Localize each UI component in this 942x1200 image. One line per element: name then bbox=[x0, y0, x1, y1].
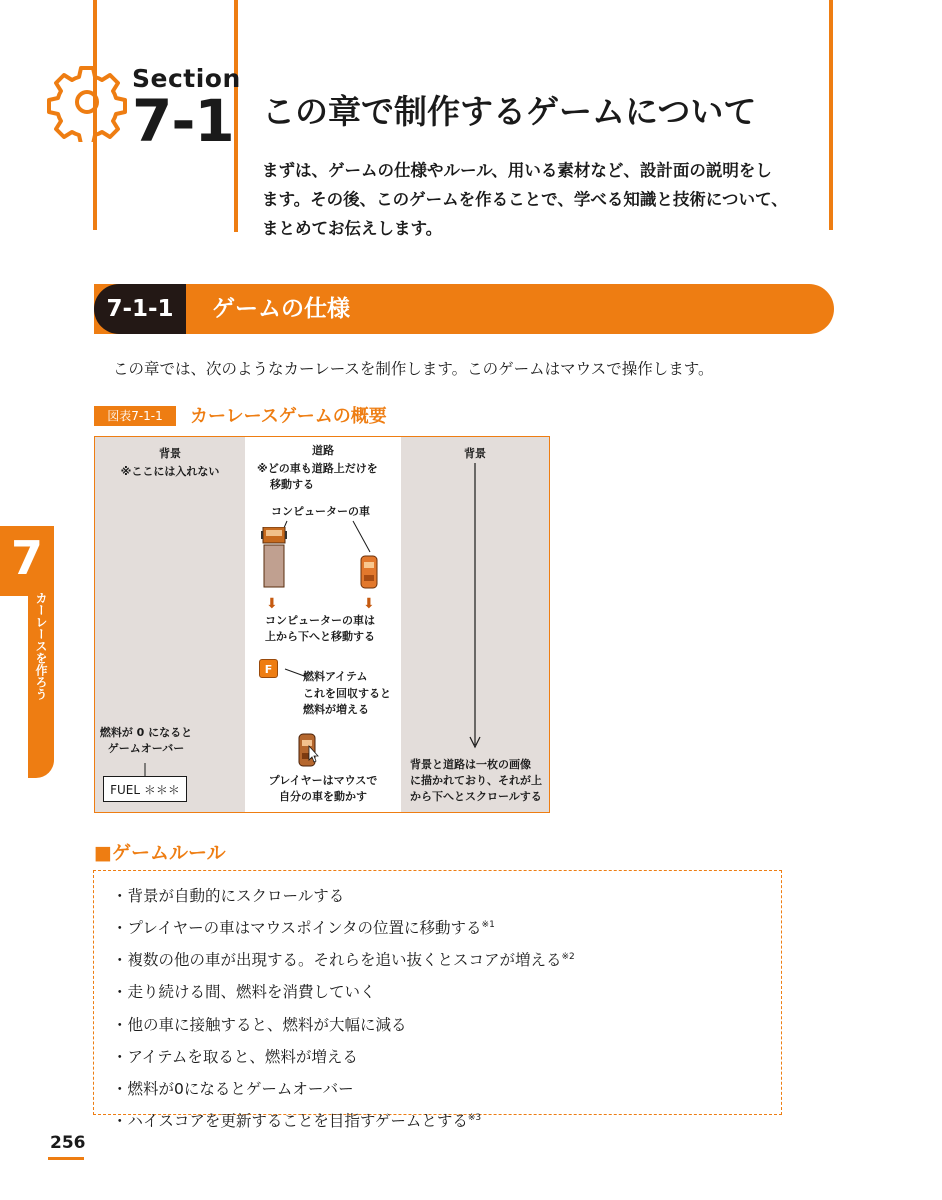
computer-move-text: 上から下へと移動する bbox=[265, 630, 375, 643]
left-bg-note: ※ここには入れない bbox=[120, 465, 220, 478]
section-number: 7-1 bbox=[132, 87, 234, 155]
section-label: Section bbox=[132, 64, 241, 93]
body-paragraph: この章では、次のようなカーレースを制作します。このゲームはマウスで操作します。 bbox=[113, 360, 714, 378]
header-rule-middle bbox=[234, 0, 238, 232]
page-number-underline bbox=[48, 1157, 84, 1160]
player-text: プレイヤーはマウスで bbox=[268, 774, 378, 787]
right-bg-label: 背景 bbox=[464, 447, 486, 460]
down-arrow-icon: ⬇ bbox=[363, 596, 375, 612]
chapter-tab-number: 7 bbox=[10, 531, 43, 585]
down-arrow-icon: ⬇ bbox=[266, 596, 278, 612]
player-text: 自分の車を動かす bbox=[279, 790, 367, 803]
fuel-item-text: 燃料アイテム bbox=[303, 670, 368, 683]
intro-line: まとめてお伝えします。 bbox=[262, 219, 443, 238]
road-label: 道路 bbox=[312, 444, 334, 457]
intro-line: まずは、ゲームの仕様やルール、用いる素材など、設計面の説明をし bbox=[262, 161, 772, 180]
computer-move-text: コンピューターの車は bbox=[265, 614, 375, 627]
intro-line: ます。その後、このゲームを作ることで、学べる知識と技術について、 bbox=[262, 190, 788, 209]
rule-item: ・燃料が0になるとゲームオーバー bbox=[112, 1080, 354, 1099]
rule-item: ・走り続ける間、燃料を消費していく bbox=[112, 983, 376, 1002]
rule-item: ・複数の他の車が出現する。それらを追い抜くとスコアが増える$^{※2}$ bbox=[112, 951, 575, 970]
computer-car-label: コンピューターの車 bbox=[271, 505, 370, 518]
gameover-text: 燃料が 0 になると bbox=[99, 726, 193, 739]
page-number: 256 bbox=[50, 1133, 86, 1153]
computer-truck-icon bbox=[261, 527, 287, 589]
rule-item: ・背景が自動的にスクロールする bbox=[112, 887, 345, 906]
fuel-item-text: 燃料が増える bbox=[303, 703, 369, 716]
subsection-header bbox=[94, 284, 834, 334]
chapter-tab-title: カーレースを作ろう bbox=[34, 592, 48, 700]
gameover-text: ゲームオーバー bbox=[107, 742, 185, 755]
fuel-item-icon: F bbox=[259, 659, 278, 678]
rule-item: ・ハイスコアを更新することを目指すゲームとする$^{※3}$ bbox=[112, 1112, 482, 1131]
page-title: この章で制作するゲームについて bbox=[262, 92, 757, 131]
intro-paragraph bbox=[262, 156, 807, 243]
rules-list bbox=[112, 879, 575, 1136]
scroll-text: に描かれており、それが上 bbox=[410, 774, 542, 787]
gear-icon bbox=[47, 62, 127, 142]
rule-item: ・アイテムを取ると、燃料が増える bbox=[112, 1047, 358, 1066]
rules-heading: ■ゲームルール bbox=[94, 842, 226, 864]
figure-title: カーレースゲームの概要 bbox=[190, 406, 387, 427]
figure-tag: 図表7-1-1 bbox=[94, 406, 176, 426]
subsection-bar bbox=[94, 284, 834, 334]
road-note: ※どの車も道路上だけを bbox=[257, 462, 378, 475]
fuel-item-text: これを回収すると bbox=[303, 687, 391, 700]
subsection-number: 7-1-1 bbox=[94, 284, 186, 334]
rule-item: ・他の車に接触すると、燃料が大幅に減る bbox=[112, 1015, 407, 1034]
subsection-title: ゲームの仕様 bbox=[212, 296, 350, 322]
rules-box bbox=[93, 870, 782, 1131]
player-car-icon bbox=[295, 732, 321, 768]
road-note: 移動する bbox=[270, 478, 314, 491]
left-bg-label: 背景 bbox=[159, 447, 181, 460]
scroll-text: 背景と道路は一枚の画像 bbox=[410, 758, 531, 771]
fuel-display: FUEL ＊＊＊ bbox=[103, 776, 187, 802]
computer-car-icon bbox=[359, 555, 379, 589]
rule-item: ・プレイヤーの車はマウスポインタの位置に移動する$^{※1}$ bbox=[112, 919, 495, 938]
scroll-text: から下へとスクロールする bbox=[410, 790, 542, 803]
figure-diagram bbox=[94, 436, 550, 813]
header-rule-right bbox=[829, 0, 833, 230]
